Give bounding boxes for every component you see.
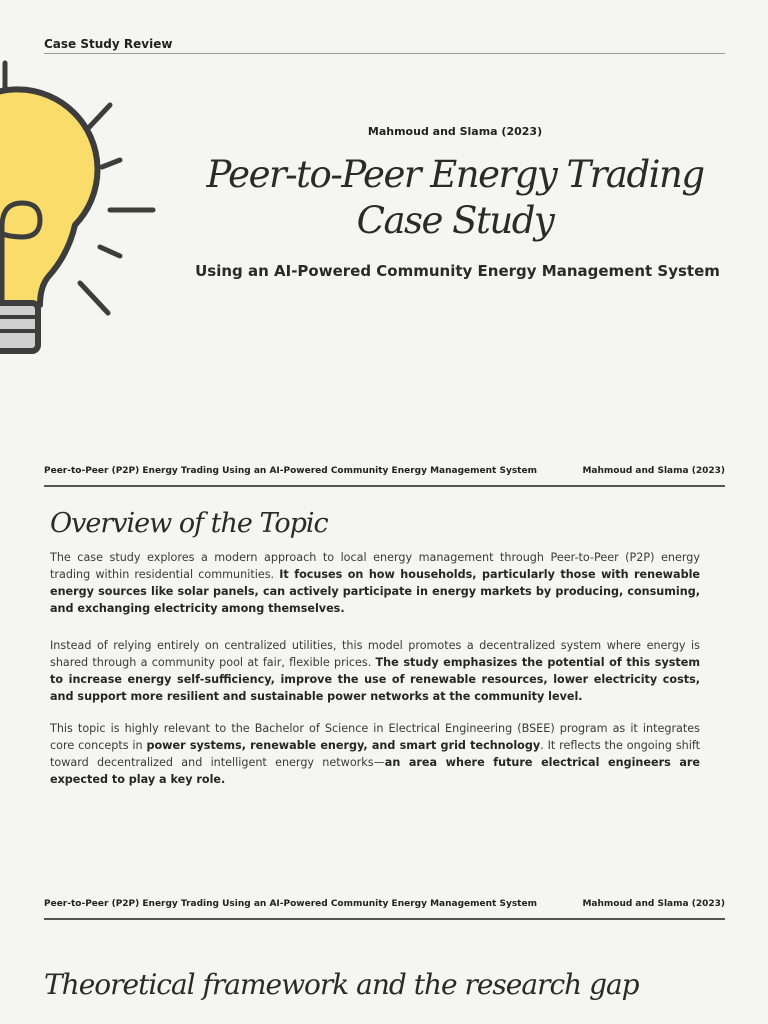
paragraph-text: Instead of relying entirely on centralized utilities, this model promotes a decentralized system where energy is shared through a community pool at fair, flexible prices. xyxy=(50,639,700,669)
cover-title xyxy=(175,152,735,244)
lightbulb-icon xyxy=(0,55,170,365)
paragraph-text: . It reflects the ongoing shift toward decentralized and intelligent energy networks— xyxy=(50,739,700,769)
running-header-title: Peer-to-Peer (P2P) Energy Trading Using an AI-Powered Community Energy Management System xyxy=(44,466,537,476)
theoretical-framework-heading: Theoretical framework and the research gap xyxy=(44,968,639,1001)
running-header-citation: Mahmoud and Slama (2023) xyxy=(582,899,725,909)
section-divider xyxy=(44,918,725,920)
cover-title-line2: Case Study xyxy=(356,199,554,242)
overview-paragraph-1 xyxy=(50,549,700,617)
paragraph-emphasis: The study emphasizes the potential of this system to increase energy self-sufficiency, improve the use of renewable resources, lower electricity costs, and support more resilient and sustainable power networks at the community level. xyxy=(50,656,700,703)
overview-paragraph-2 xyxy=(50,637,700,705)
paragraph-emphasis: an area where future electrical engineers are expected to play a key role. xyxy=(50,756,700,786)
paragraph-text: This topic is highly relevant to the Bachelor of Science in Electrical Engineering (BSEE) program as it integrates core concepts in xyxy=(50,722,700,752)
paragraph-emphasis: power systems, renewable energy, and smart grid technology xyxy=(146,739,541,752)
cover-title-line1: Peer-to-Peer Energy Trading xyxy=(206,153,704,196)
header-divider xyxy=(44,53,725,54)
cover-authors: Mahmoud and Slama (2023) xyxy=(367,125,543,138)
header-label: Case Study Review xyxy=(44,37,173,51)
overview-paragraph-3 xyxy=(50,720,700,788)
running-header-title: Peer-to-Peer (P2P) Energy Trading Using an AI-Powered Community Energy Management System xyxy=(44,899,537,909)
overview-heading: Overview of the Topic xyxy=(50,508,328,539)
cover-subtitle: Using an AI-Powered Community Energy Management System xyxy=(195,262,720,280)
paragraph-text: The case study explores a modern approach to local energy management through Peer-to-Peer (P2P) energy trading within residential communities. xyxy=(50,551,700,581)
paragraph-emphasis: It focuses on how households, particularly those with renewable energy sources like solar panels, can actively participate in energy markets by producing, consuming, and exchanging electricity among themselves. xyxy=(50,568,700,615)
running-header-citation: Mahmoud and Slama (2023) xyxy=(582,466,725,476)
section-divider xyxy=(44,485,725,487)
